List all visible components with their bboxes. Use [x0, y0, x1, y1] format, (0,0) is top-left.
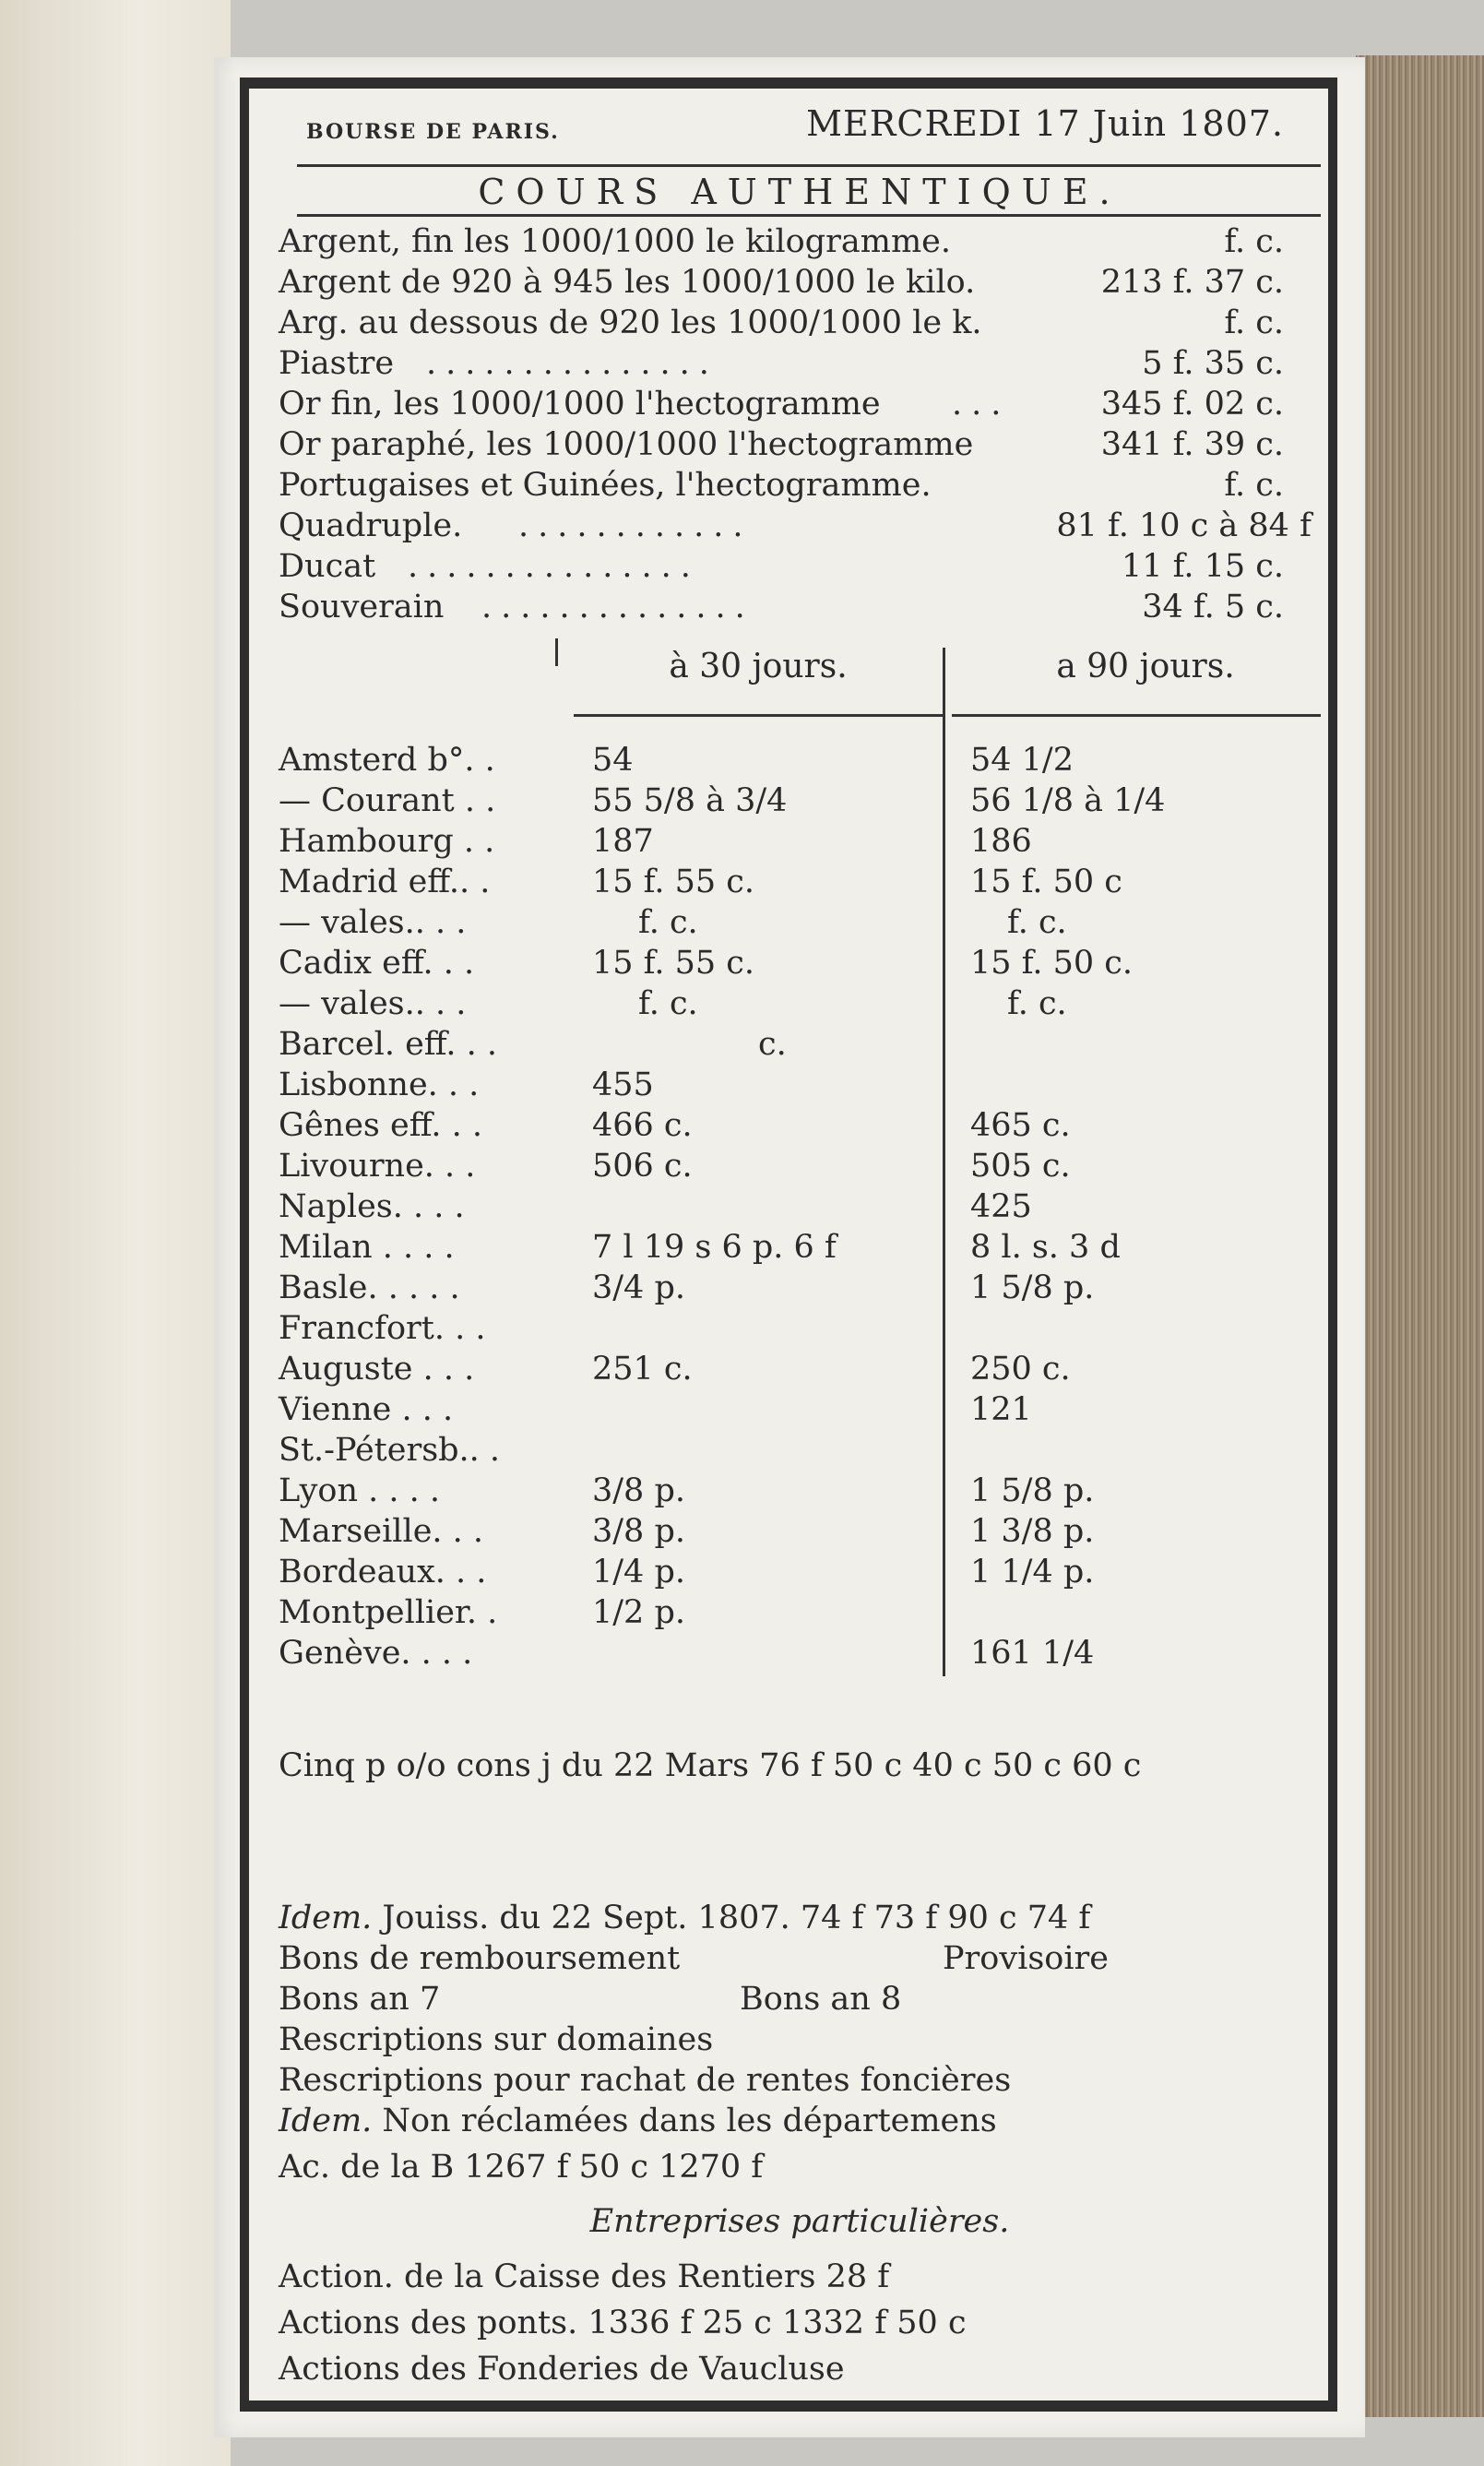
rate-90: 15 f. 50 c. [970, 945, 1134, 982]
city: Gênes eff. . . [279, 1107, 482, 1144]
rate-30: f. c. [638, 985, 698, 1022]
city: Vienne . . . [279, 1391, 454, 1428]
rate-30: 7 l 19 s 6 p. 6 f [592, 1229, 837, 1266]
rate-90: 505 c. [970, 1148, 1071, 1185]
rate-30: 3/4 p. [592, 1269, 685, 1306]
rate-30: 506 c. [592, 1148, 693, 1185]
exchange-row [279, 1552, 1321, 1592]
metal-value: 341 f. 39 c. [1100, 426, 1284, 463]
metal-label: Or paraphé, les 1000/1000 l'hectogramme [279, 426, 974, 463]
metal-row [279, 343, 1312, 384]
exchange-row [279, 1511, 1321, 1552]
exchange-row [279, 1633, 1321, 1674]
city: Naples. . . . [279, 1188, 465, 1225]
funds-idem-2 [279, 2101, 1321, 2141]
metal-row [279, 424, 1312, 465]
rate-90: f. c. [1007, 985, 1067, 1022]
metal-row [279, 506, 1312, 546]
leader-dots: .............. [481, 589, 754, 625]
column-header-30: à 30 jours. [669, 648, 848, 685]
exchange-row [279, 1430, 1321, 1471]
rate-30: 55 5/8 à 3/4 [592, 782, 788, 819]
exchange-row [279, 821, 1321, 862]
rate-90: 186 [970, 823, 1032, 860]
city: Cadix eff. . . [279, 945, 475, 982]
exchange-row [279, 740, 1321, 780]
metal-label: Quadruple. [279, 507, 463, 544]
rate-30: 455 [592, 1066, 654, 1103]
metal-row [279, 384, 1312, 424]
column-header-90: a 90 jours. [1056, 648, 1235, 685]
metal-label: Argent de 920 à 945 les 1000/1000 le kilo. [279, 264, 976, 301]
metal-label: Portugaises et Guinées, l'hectogramme. [279, 467, 932, 504]
city: Marseille. . . [279, 1513, 484, 1550]
metal-label: Arg. au dessous de 920 les 1000/1000 le k. [279, 304, 982, 341]
leader-dots: ............... [426, 345, 718, 382]
rate-30: 251 c. [592, 1351, 693, 1388]
facing-page [0, 0, 231, 2466]
city: Amsterd b°. . [279, 742, 495, 779]
city: Basle. . . . . [279, 1269, 460, 1306]
metal-value: f. c. [1224, 304, 1284, 341]
city: Lisbonne. . . [279, 1066, 480, 1103]
city: Livourne. . . [279, 1148, 476, 1185]
rate-30: 3/8 p. [592, 1513, 685, 1550]
metal-row [279, 587, 1312, 627]
exchange-row [279, 1065, 1321, 1105]
column-rule-30 [574, 714, 943, 717]
exchange-row [279, 902, 1321, 943]
metal-row [279, 221, 1312, 262]
exchange-row [279, 1186, 1321, 1227]
rate-30: c. [758, 1026, 787, 1063]
header-rule [297, 164, 1321, 167]
idem-label: Idem. [279, 1900, 373, 1936]
city: — vales.. . . [279, 904, 467, 941]
exchange-row [279, 1471, 1321, 1511]
rate-90: 1 5/8 p. [970, 1472, 1095, 1509]
provisoire-label: Provisoire [943, 1940, 1109, 1977]
rate-90: 465 c. [970, 1107, 1071, 1144]
header-left: BOURSE DE PARIS. [306, 120, 560, 144]
exchange-row [279, 780, 1321, 821]
metal-label: Piastre [279, 345, 395, 382]
city: Madrid eff.. . [279, 864, 491, 900]
rate-30: 54 [592, 742, 634, 779]
column-rule-90 [952, 714, 1321, 717]
metal-value: 5 f. 35 c. [1142, 345, 1284, 382]
city: Genève. . . . [279, 1635, 473, 1672]
exchange-row [279, 943, 1321, 983]
idem-label: Idem. [279, 2103, 373, 2139]
exchange-row [279, 1146, 1321, 1186]
metal-label: Souverain [279, 589, 445, 625]
exchange-row [279, 1105, 1321, 1146]
city: Montpellier. . [279, 1594, 498, 1631]
funds-action-2: Actions des ponts. 1336 f 25 c 1332 f 50 c [279, 2305, 967, 2341]
metal-value: 11 f. 15 c. [1121, 548, 1284, 585]
metal-label: Ducat [279, 548, 376, 585]
funds-action-3: Actions des Fonderies de Vaucluse [279, 2351, 845, 2388]
leader-dots: ............... [408, 548, 700, 585]
funds-banque: Ac. de la B 1267 f 50 c 1270 f [279, 2149, 764, 2186]
exchange-row [279, 862, 1321, 902]
bons-an7-label: Bons an 7 [279, 1981, 441, 2018]
rate-90: 161 1/4 [970, 1635, 1095, 1672]
rate-90: 54 1/2 [970, 742, 1074, 779]
exchange-row [279, 1349, 1321, 1389]
city: — vales.. . . [279, 985, 467, 1022]
exchange-row [279, 1592, 1321, 1633]
rate-30: 466 c. [592, 1107, 693, 1144]
funds-rescriptions-2: Rescriptions pour rachat de rentes foncières [279, 2062, 1012, 2099]
rate-30: 1/4 p. [592, 1554, 685, 1590]
city: Lyon . . . . [279, 1472, 441, 1509]
city: Milan . . . . [279, 1229, 455, 1266]
column-divider [555, 638, 558, 666]
metal-row [279, 262, 1312, 303]
city: St.-Pétersb.. . [279, 1432, 501, 1469]
city: Barcel. eff. . . [279, 1026, 498, 1063]
rate-30: f. c. [638, 904, 698, 941]
section-entreprises: Entreprises particulières. [589, 2203, 1010, 2240]
city: Bordeaux. . . [279, 1554, 487, 1590]
city: — Courant . . [279, 782, 496, 819]
exchange-row [279, 1024, 1321, 1065]
header [279, 94, 1321, 159]
metal-label: Or fin, les 1000/1000 l'hectogramme [279, 386, 881, 423]
rate-90: 56 1/8 à 1/4 [970, 782, 1166, 819]
idem-text: Non réclamées dans les départemens [372, 2103, 997, 2139]
city: Auguste . . . [279, 1351, 475, 1388]
rate-30: 3/8 p. [592, 1472, 685, 1509]
rate-90: 250 c. [970, 1351, 1071, 1388]
rate-90: 425 [970, 1188, 1032, 1225]
metal-value: 81 f. 10 c à 84 f [1056, 507, 1312, 544]
rate-90: 8 l. s. 3 d [970, 1229, 1121, 1266]
funds-rescriptions-1: Rescriptions sur domaines [279, 2021, 714, 2058]
page-title: COURS AUTHENTIQUE. [478, 172, 1122, 212]
exchange-row [279, 1268, 1321, 1308]
metal-value: 345 f. 02 c. [1100, 386, 1284, 423]
funds-bons-remb [279, 1938, 1321, 1979]
city: Hambourg . . [279, 823, 495, 860]
exchange-row [279, 983, 1321, 1024]
leader-dots: ... [952, 386, 1011, 423]
rate-30: 15 f. 55 c. [592, 864, 755, 900]
header-date: MERCREDI 17 Juin 1807. [806, 103, 1284, 144]
bons-remb-label: Bons de remboursement [279, 1940, 681, 1977]
funds-cinq: Cinq p o/o cons j du 22 Mars 76 f 50 c 40 c 50 c 60 c [279, 1747, 1142, 1784]
metal-value: f. c. [1224, 223, 1284, 260]
rate-30: 187 [592, 823, 654, 860]
bons-an8-label: Bons an 8 [740, 1981, 902, 2018]
city: Francfort. . . [279, 1310, 486, 1347]
metal-value: 213 f. 37 c. [1100, 264, 1284, 301]
exchange-row [279, 1389, 1321, 1430]
funds-bons-an [279, 1979, 1321, 2019]
rate-90: 15 f. 50 c [970, 864, 1122, 900]
metal-row [279, 546, 1312, 587]
title-rule [297, 214, 1321, 217]
exchange-row [279, 1227, 1321, 1268]
rate-30: 15 f. 55 c. [592, 945, 755, 982]
page-content [279, 94, 1321, 2388]
metal-value: f. c. [1224, 467, 1284, 504]
metal-label: Argent, fin les 1000/1000 le kilogramme. [279, 223, 951, 260]
rate-90: 1 3/8 p. [970, 1513, 1095, 1550]
metal-row [279, 303, 1312, 343]
page-edges [1356, 55, 1484, 2417]
exchange-row [279, 1308, 1321, 1349]
metal-row [279, 465, 1312, 506]
document-page [214, 57, 1365, 2437]
metal-value: 34 f. 5 c. [1142, 589, 1284, 625]
rate-30: 1/2 p. [592, 1594, 685, 1631]
funds-idem [279, 1898, 1321, 1938]
funds-action-1: Action. de la Caisse des Rentiers 28 f [279, 2258, 890, 2295]
rate-90: 1 1/4 p. [970, 1554, 1095, 1590]
leader-dots: ............ [518, 507, 753, 544]
idem-text: Jouiss. du 22 Sept. 1807. 74 f 73 f 90 c 74 f [372, 1900, 1091, 1936]
rate-90: 121 [970, 1391, 1032, 1428]
rate-90: f. c. [1007, 904, 1067, 941]
rate-90: 1 5/8 p. [970, 1269, 1095, 1306]
